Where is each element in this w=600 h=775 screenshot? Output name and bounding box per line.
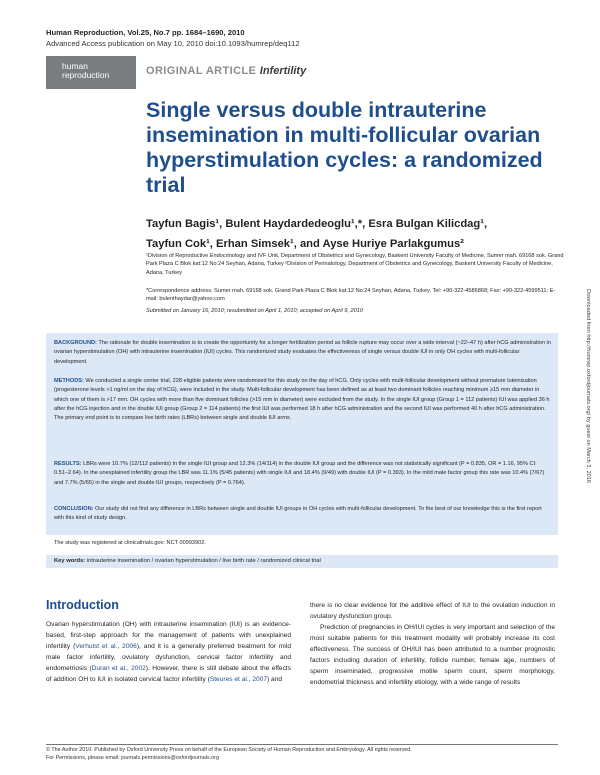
conclusion-text: Our study did not find any difference in LBRs between single and double IUI groups in OH cycles with multi-follicular development. To the best of our knowledge this is the first report with this kind of study design. <box>54 506 542 522</box>
article-title: Single versus double intrauterine insemination in multi-follicular ovarian hyperstimulation cycles: a randomized trial <box>146 98 543 197</box>
reference-link[interactable]: Duran et al., 2002 <box>91 665 146 672</box>
affiliations: ¹Division of Reproductive Endocrinology and IVF Unit, Department of Obstetrics and Gynecology, Baskent University Faculty of Medicine, Sumer mah. 69168 sok. Grand Park Plaza C Blok kat:12 No:24 Seyhan, Adana, Turkey ²Division of Perinatology, Department of Obstetrics and Gynecology, Baskent University Faculty of Medicine, Adana, Turkey <box>146 253 564 276</box>
correspondence: *Correspondence address. Sumer mah. 69168 sok. Grand Park Plaza C Blok kat:12 No:24 Seyhan, Adana, Turkey. Tel: +90-322-4586868; Fax: +90-322-4599511; E-mail: bulenthaydar@yahoo.com <box>146 288 556 303</box>
keywords-bar <box>46 555 558 568</box>
background-text: The rationale for double insemination is to create the opportunity for a longer fertilization period as follicle rupture may occur over a wide interval (~22–47 h) after hCG administration in ovarian hyperstimulation (OH) with intrauterine insemination (IUI) cycles. This randomized study evaluates the effectiveness of single versus double IUI in only OH cycles with multi-follicular development. <box>54 340 551 365</box>
results-label: RESULTS: <box>54 461 82 467</box>
subsection-label: Infertility <box>259 65 307 77</box>
intro-column-1 <box>46 619 291 685</box>
methods-label: METHODS: <box>54 378 84 384</box>
author-list <box>146 214 566 254</box>
authors-line-1: Tayfun Bagis¹, Bulent Haydardedeoglu¹,*, Esra Bulgan Kilicdag¹, <box>146 218 488 230</box>
abstract-conclusion <box>54 505 552 524</box>
abstract-background <box>54 339 552 367</box>
methods-text: We conducted a single center trial, 228 eligible patients were randomized for this study on the day of hCG. Only cycles with multi-follicular development without premature luteinization (progesterone levels >1 ng/ml on the day of hCG), were included in the study. Multi-follicular development has been defined as at least two dominant follicles reaching minimum ≥15 mm diameter in which one of them is >17 mm. OH cycles with more than five dominant follicles (>15 mm in diameter) were excluded from the study. In the single IUI group (Group 1 = 112 patients) IUI was applied 36 h after the hCG injection and in the double IUI group (Group 2 = 114 patients) the first IUI was performed 18 h after hCG administration and the second IUI was performed 40 h after hCG administration. The primary end point is to compare live birth rates (LBRs) between single and double IUI arms. <box>54 378 550 422</box>
keywords-text: intrauterine insemination / ovarian hyperstimulation / live birth rate / randomized clinical trial <box>86 558 321 564</box>
intro-paragraph: there is no clear evidence for the additive effect of IUI to the ovulation induction in ovulatory dysfunction group. <box>310 602 555 620</box>
submission-dates: Submitted on January 16, 2010; resubmitted on April 1, 2010; accepted on April 9, 2010 <box>146 308 363 314</box>
reference-link[interactable]: Steures et al., 2007 <box>209 676 267 683</box>
keywords-label: Key words: <box>54 558 86 564</box>
intro-text-1d: ) and <box>267 676 283 683</box>
intro-text-1c: ). However, there is still debate about the effects of addition OH to IUI in isolated cervical factor infertility ( <box>46 665 292 683</box>
trial-registration: The study was registered at clinicaltrials.gov: NCT 00993902. <box>54 540 206 546</box>
results-text: LBRs were 10.7% (12/112 patients) in the single IUI group and 12.3% (14/114) in the double IUI group and the difference was not statistically significant (P = 0.835, OR = 1.16, 95% CI: 0.51–2.64). In the unexplained infertility group the LBR was 11.1% (5/45 patients) with single IUI and 18.4% (9/49) with double IUI (P = 0.393). In the mild male factor group this rate was 10.4% (7/67) and 7.7% (5/65) in the single and double IUI groups, respectively (P = 0.764). <box>54 461 545 486</box>
intro-column-2 <box>310 600 555 688</box>
copyright-footer <box>46 746 412 763</box>
download-notice: Downloaded from http://humrep.oxfordjournals.org/ by guest on March 3, 2016 <box>585 288 591 484</box>
article-section <box>146 65 306 77</box>
footer-divider <box>46 744 558 745</box>
download-sidebar <box>583 258 593 518</box>
permissions-line: For Permissions, please email: journals.permissions@oxfordjournals.org <box>46 755 219 762</box>
abstract-results <box>54 460 552 488</box>
intro-text-1b: ), and it is a generally preferred treatment for mild male factor infertility, ovulatory dysfunction, cervical factor infertility and endometriosis ( <box>46 643 291 672</box>
conclusion-label: CONCLUSION: <box>54 506 94 512</box>
background-label: BACKGROUND: <box>54 340 97 346</box>
intro-text-1a: Ovarian hyperstimulation (OH) with intrauterine insemination (IUI) is an evidence-based, first-step approach for the management of patients with unexplained infertility ( <box>46 621 291 650</box>
logo-line-2: reproduction <box>62 70 110 80</box>
section-label: ORIGINAL ARTICLE <box>146 65 257 77</box>
section-heading-introduction: Introduction <box>46 598 119 612</box>
intro-paragraph: Prediction of pregnancies in OH/IUI cycles is very important and selection of the most suitable patients for this treatment modality will probably increase its cost effectiveness. The success of OH/IUI has been attributed to a number prognostic factors including duration of infertility, follicle number, female age, numbers of sperm inseminated, progressive motile sperm count, sperm morphology, endometrial thickness and infertility etiology, with a wide range of results <box>310 624 555 686</box>
abstract-box <box>46 333 558 535</box>
copyright-line: © The Author 2010. Published by Oxford University Press on behalf of the European Society of Human Reproduction and Embryology. All rights reserved. <box>46 747 412 753</box>
advance-access-line: Advanced Access publication on May 10, 2010 doi:10.1093/humrep/deq112 <box>46 39 300 48</box>
journal-citation: Human Reproduction, Vol.25, No.7 pp. 1684–1690, 2010 <box>46 28 245 37</box>
logo-line-1: human <box>62 61 88 71</box>
authors-line-2: Tayfun Cok¹, Erhan Simsek¹, and Ayse Huriye Parlakgumus² <box>146 238 464 250</box>
abstract-methods <box>54 377 552 423</box>
reference-link[interactable]: Verhulst et al., 2006 <box>75 643 137 650</box>
journal-logo <box>46 56 136 89</box>
